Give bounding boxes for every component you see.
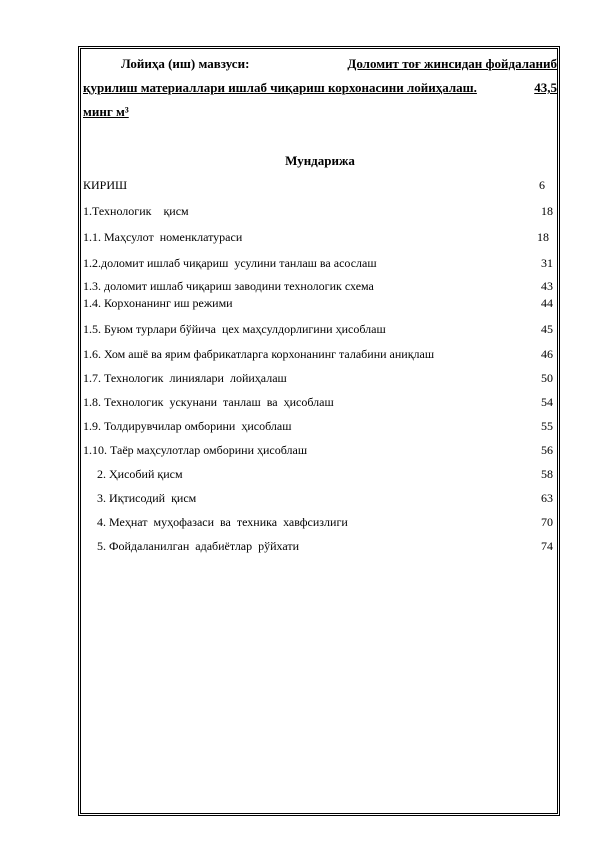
toc-item-text: 5. Фойдаланилган адабиётлар рўйхати — [97, 539, 300, 553]
toc-item-1-9 — [83, 417, 553, 435]
toc-item-text: 1.9. Толдирувчилар омборини ҳисоблаш — [83, 419, 292, 433]
toc-item-text: КИРИШ — [83, 178, 128, 192]
toc-item-page: 45 — [541, 322, 553, 336]
toc-item-page: 50 — [541, 371, 553, 385]
toc-item-text: 3. Иқтисодий қисм — [97, 491, 197, 505]
toc-item-5 — [83, 537, 553, 555]
toc-item-text: 1.6. Хом ашё ва ярим фабрикатларга корхонанинг талабини аниқлаш — [83, 347, 435, 361]
toc-item-page: 6 — [539, 178, 545, 192]
toc-item-page: 18 — [537, 230, 549, 244]
toc-item-1-5 — [83, 320, 553, 338]
topic-title-line1: Доломит тоғ жинсидан фойдаланиб — [347, 56, 557, 71]
toc-item-1 — [83, 202, 553, 220]
toc-item-1-8 — [83, 393, 553, 411]
toc-item-1-2 — [83, 254, 553, 272]
toc-item-1-3 — [83, 277, 553, 295]
toc-item-page: 70 — [541, 515, 553, 529]
toc-item-page: 46 — [541, 347, 553, 361]
toc-item-3 — [83, 489, 553, 507]
toc-item-page: 56 — [541, 443, 553, 457]
toc-item-text: 1.10. Таёр маҳсулотлар омборини ҳисоблаш — [83, 443, 308, 457]
toc-item-1-7 — [83, 369, 553, 387]
topic-title-line2: қурилиш материаллари ишлаб чиқариш корхонасини лойиҳалаш. — [83, 80, 477, 95]
toc-item-text: 1.5. Буюм турлари бўйича цех маҳсулдорлигини ҳисоблаш — [83, 322, 386, 336]
topic-label: Лойиҳа (иш) мавзуси: — [121, 56, 250, 71]
toc-item-page: 44 — [541, 296, 553, 310]
toc-item-text: 1.1. Маҳсулот номенклатураси — [83, 230, 243, 244]
toc-item-1-10 — [83, 441, 553, 459]
toc-item-intro — [83, 176, 553, 194]
toc-item-page: 58 — [541, 467, 553, 481]
toc-item-2 — [83, 465, 553, 483]
toc-item-4 — [83, 513, 553, 531]
toc-item-text: 2. Ҳисобий қисм — [97, 467, 183, 481]
toc-item-1-1 — [83, 228, 553, 246]
toc-item-1-6 — [83, 345, 553, 363]
toc-title: Мундарижа — [285, 153, 355, 168]
toc-item-text: 1.Технологик қисм — [83, 204, 189, 218]
toc-item-page: 55 — [541, 419, 553, 433]
capacity-value: 43,5 — [534, 80, 557, 95]
toc-item-text: 1.7. Технологик линиялари лойиҳалаш — [83, 371, 287, 385]
toc-item-page: 63 — [541, 491, 553, 505]
toc-item-page: 31 — [541, 256, 553, 270]
toc-item-page: 54 — [541, 395, 553, 409]
project-topic-block — [83, 52, 557, 124]
toc-item-page: 74 — [541, 539, 553, 553]
toc-item-text: 1.8. Технологик ускунани танлаш ва ҳисоблаш — [83, 395, 334, 409]
toc-item-text: 4. Меҳнат муҳофазаси ва техника хавфсизлиги — [97, 515, 348, 529]
capacity-unit: минг м³ — [83, 104, 129, 119]
toc-item-page: 43 — [541, 279, 553, 293]
toc-item-page: 18 — [541, 204, 553, 218]
toc-item-1-4 — [83, 294, 553, 312]
toc-item-text: 1.4. Корхонанинг иш режими — [83, 296, 233, 310]
toc-item-text: 1.2.доломит ишлаб чиқариш усулини танлаш ва асослаш — [83, 256, 377, 270]
toc-item-text: 1.3. доломит ишлаб чиқариш заводини технологик схема — [83, 279, 374, 293]
